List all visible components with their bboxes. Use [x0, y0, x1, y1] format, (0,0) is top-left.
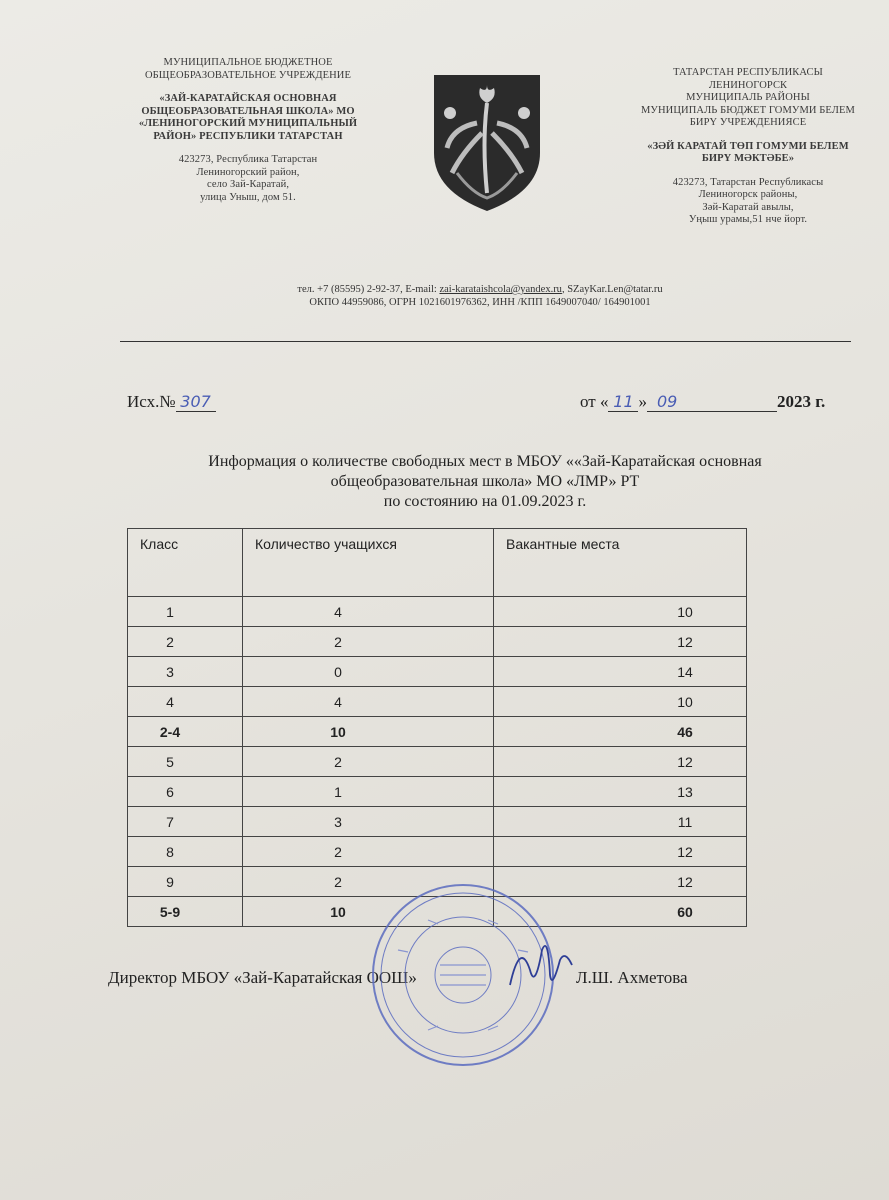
cell-class: 5-9 — [128, 897, 243, 927]
right-header-address: Зәй-Каратай авылы, — [702, 201, 794, 213]
title-line: общеобразовательная школа» МО «ЛМР» РТ — [330, 473, 640, 490]
document-title — [120, 452, 850, 512]
date-line — [580, 392, 825, 412]
right-header-address: Уңыш урамы,51 нче йорт. — [688, 214, 808, 225]
header-students: Количество учащихся — [243, 529, 494, 597]
right-letterhead — [618, 67, 878, 227]
table-row — [128, 777, 747, 807]
cell-vacancies: 46 — [494, 717, 747, 747]
outgoing-number-label: Исх.№ — [127, 392, 176, 411]
cell-vacancies: 10 — [494, 687, 747, 717]
cell-students: 2 — [243, 747, 494, 777]
cell-class: 3 — [128, 657, 243, 687]
left-header-address: 423273, Республика Татарстан — [178, 154, 318, 165]
left-header-bold: ОБЩЕОБРАЗОВАТЕЛЬНАЯ ШКОЛА» МО — [141, 105, 355, 117]
title-line: Информация о количестве свободных мест в МБОУ ««Зай-Каратайская основная — [208, 453, 762, 470]
table-row — [128, 687, 747, 717]
table-header-row — [128, 529, 747, 597]
cell-class: 4 — [128, 687, 243, 717]
cell-vacancies: 12 — [494, 627, 747, 657]
date-from-label: от « — [580, 392, 609, 411]
table-row — [128, 717, 747, 747]
cell-vacancies: 60 — [494, 897, 747, 927]
table-row — [128, 747, 747, 777]
cell-students: 4 — [243, 687, 494, 717]
cell-vacancies: 12 — [494, 837, 747, 867]
cell-students: 3 — [243, 807, 494, 837]
table-body — [128, 597, 747, 927]
cell-students: 10 — [243, 717, 494, 747]
right-header-line: ЛЕНИНОГОРСК — [708, 79, 788, 91]
right-header-bold: БИРҮ МӘКТӘБЕ» — [701, 153, 795, 164]
date-day: 11 — [608, 392, 638, 412]
title-line: по состоянию на 01.09.2023 г. — [383, 493, 587, 510]
email-label: E-mail: — [405, 284, 437, 295]
contacts-block — [150, 283, 810, 309]
cell-class: 2 — [128, 627, 243, 657]
cell-students: 1 — [243, 777, 494, 807]
header-vacancies: Вакантные места — [494, 529, 747, 597]
cell-vacancies: 12 — [494, 867, 747, 897]
cell-students: 2 — [243, 867, 494, 897]
registry-codes: ОКПО 44959086, ОГРН 1021601976362, ИНН /КПП 1649007040/ 164901001 — [309, 297, 651, 308]
cell-students: 4 — [243, 597, 494, 627]
cell-vacancies: 13 — [494, 777, 747, 807]
right-header-address: Лениногорск районы, — [698, 189, 798, 200]
director-name: Л.Ш. Ахметова — [576, 968, 688, 987]
date-month: 09 — [647, 392, 777, 412]
outgoing-number-line — [127, 392, 216, 412]
coat-of-arms-emblem — [432, 73, 542, 213]
left-letterhead — [108, 57, 388, 204]
cell-students: 10 — [243, 897, 494, 927]
cell-vacancies: 12 — [494, 747, 747, 777]
director-signature — [500, 930, 580, 1000]
left-header-address: Лениногорский район, — [196, 166, 300, 178]
cell-class: 5 — [128, 747, 243, 777]
phone-text: тел. +7 (85595) 2-92-37, — [297, 284, 403, 295]
table-row — [128, 627, 747, 657]
date-year: 2023 г. — [776, 392, 826, 411]
outgoing-number-value: 307 — [176, 392, 216, 412]
left-header-address: улица Уныш, дом 51. — [200, 191, 296, 203]
right-header-line: МУНИЦИПАЛЬ БЮДЖЕТ ГОМУМИ БЕЛЕМ — [641, 104, 855, 116]
cell-vacancies: 14 — [494, 657, 747, 687]
cell-class: 9 — [128, 867, 243, 897]
email-secondary: , SZayKar.Len@tatar.ru — [561, 284, 663, 295]
table-row — [128, 597, 747, 627]
cell-vacancies: 10 — [494, 597, 747, 627]
cell-class: 8 — [128, 837, 243, 867]
right-header-line: ТАТАРСТАН РЕСПУБЛИКАСЫ — [673, 67, 823, 78]
table-row — [128, 657, 747, 687]
right-header-bold: «ЗӘЙ КАРАТАЙ ТӨП ГОМУМИ БЕЛЕМ — [647, 140, 849, 152]
right-header-address: 423273, Татарстан Республикасы — [672, 176, 824, 188]
cell-vacancies: 11 — [494, 807, 747, 837]
vacancy-table — [127, 528, 747, 927]
left-header-line: ОБЩЕОБРАЗОВАТЕЛЬНОЕ УЧРЕЖДЕНИЕ — [144, 69, 351, 81]
cell-students: 2 — [243, 627, 494, 657]
date-quote-close: » — [638, 392, 647, 411]
left-header-line: МУНИЦИПАЛЬНОЕ БЮДЖЕТНОЕ — [163, 57, 333, 68]
header-divider — [120, 341, 851, 342]
cell-students: 2 — [243, 837, 494, 867]
left-header-bold: «ЗАЙ-КАРАТАЙСКАЯ ОСНОВНАЯ — [159, 93, 337, 104]
right-header-line: БИРҮ УЧРЕЖДЕНИЯСЕ — [689, 117, 807, 128]
left-header-address: село Зай-Каратай, — [206, 179, 290, 190]
left-header-bold: «ЛЕНИНОГОРСКИЙ МУНИЦИПАЛЬНЫЙ — [138, 118, 358, 129]
cell-students: 0 — [243, 657, 494, 687]
right-header-line: МУНИЦИПАЛЬ РАЙОНЫ — [686, 92, 810, 103]
cell-class: 6 — [128, 777, 243, 807]
table-row — [128, 837, 747, 867]
email-link[interactable]: zai-karataishcola@yandex.ru — [439, 284, 562, 295]
cell-class: 7 — [128, 807, 243, 837]
cell-class: 2-4 — [128, 717, 243, 747]
director-label: Директор МБОУ «Зай-Каратайская ООШ» — [108, 968, 417, 987]
table-row — [128, 807, 747, 837]
left-header-bold: РАЙОН» РЕСПУБЛИКИ ТАТАРСТАН — [153, 130, 343, 142]
cell-class: 1 — [128, 597, 243, 627]
header-class: Класс — [128, 529, 243, 597]
